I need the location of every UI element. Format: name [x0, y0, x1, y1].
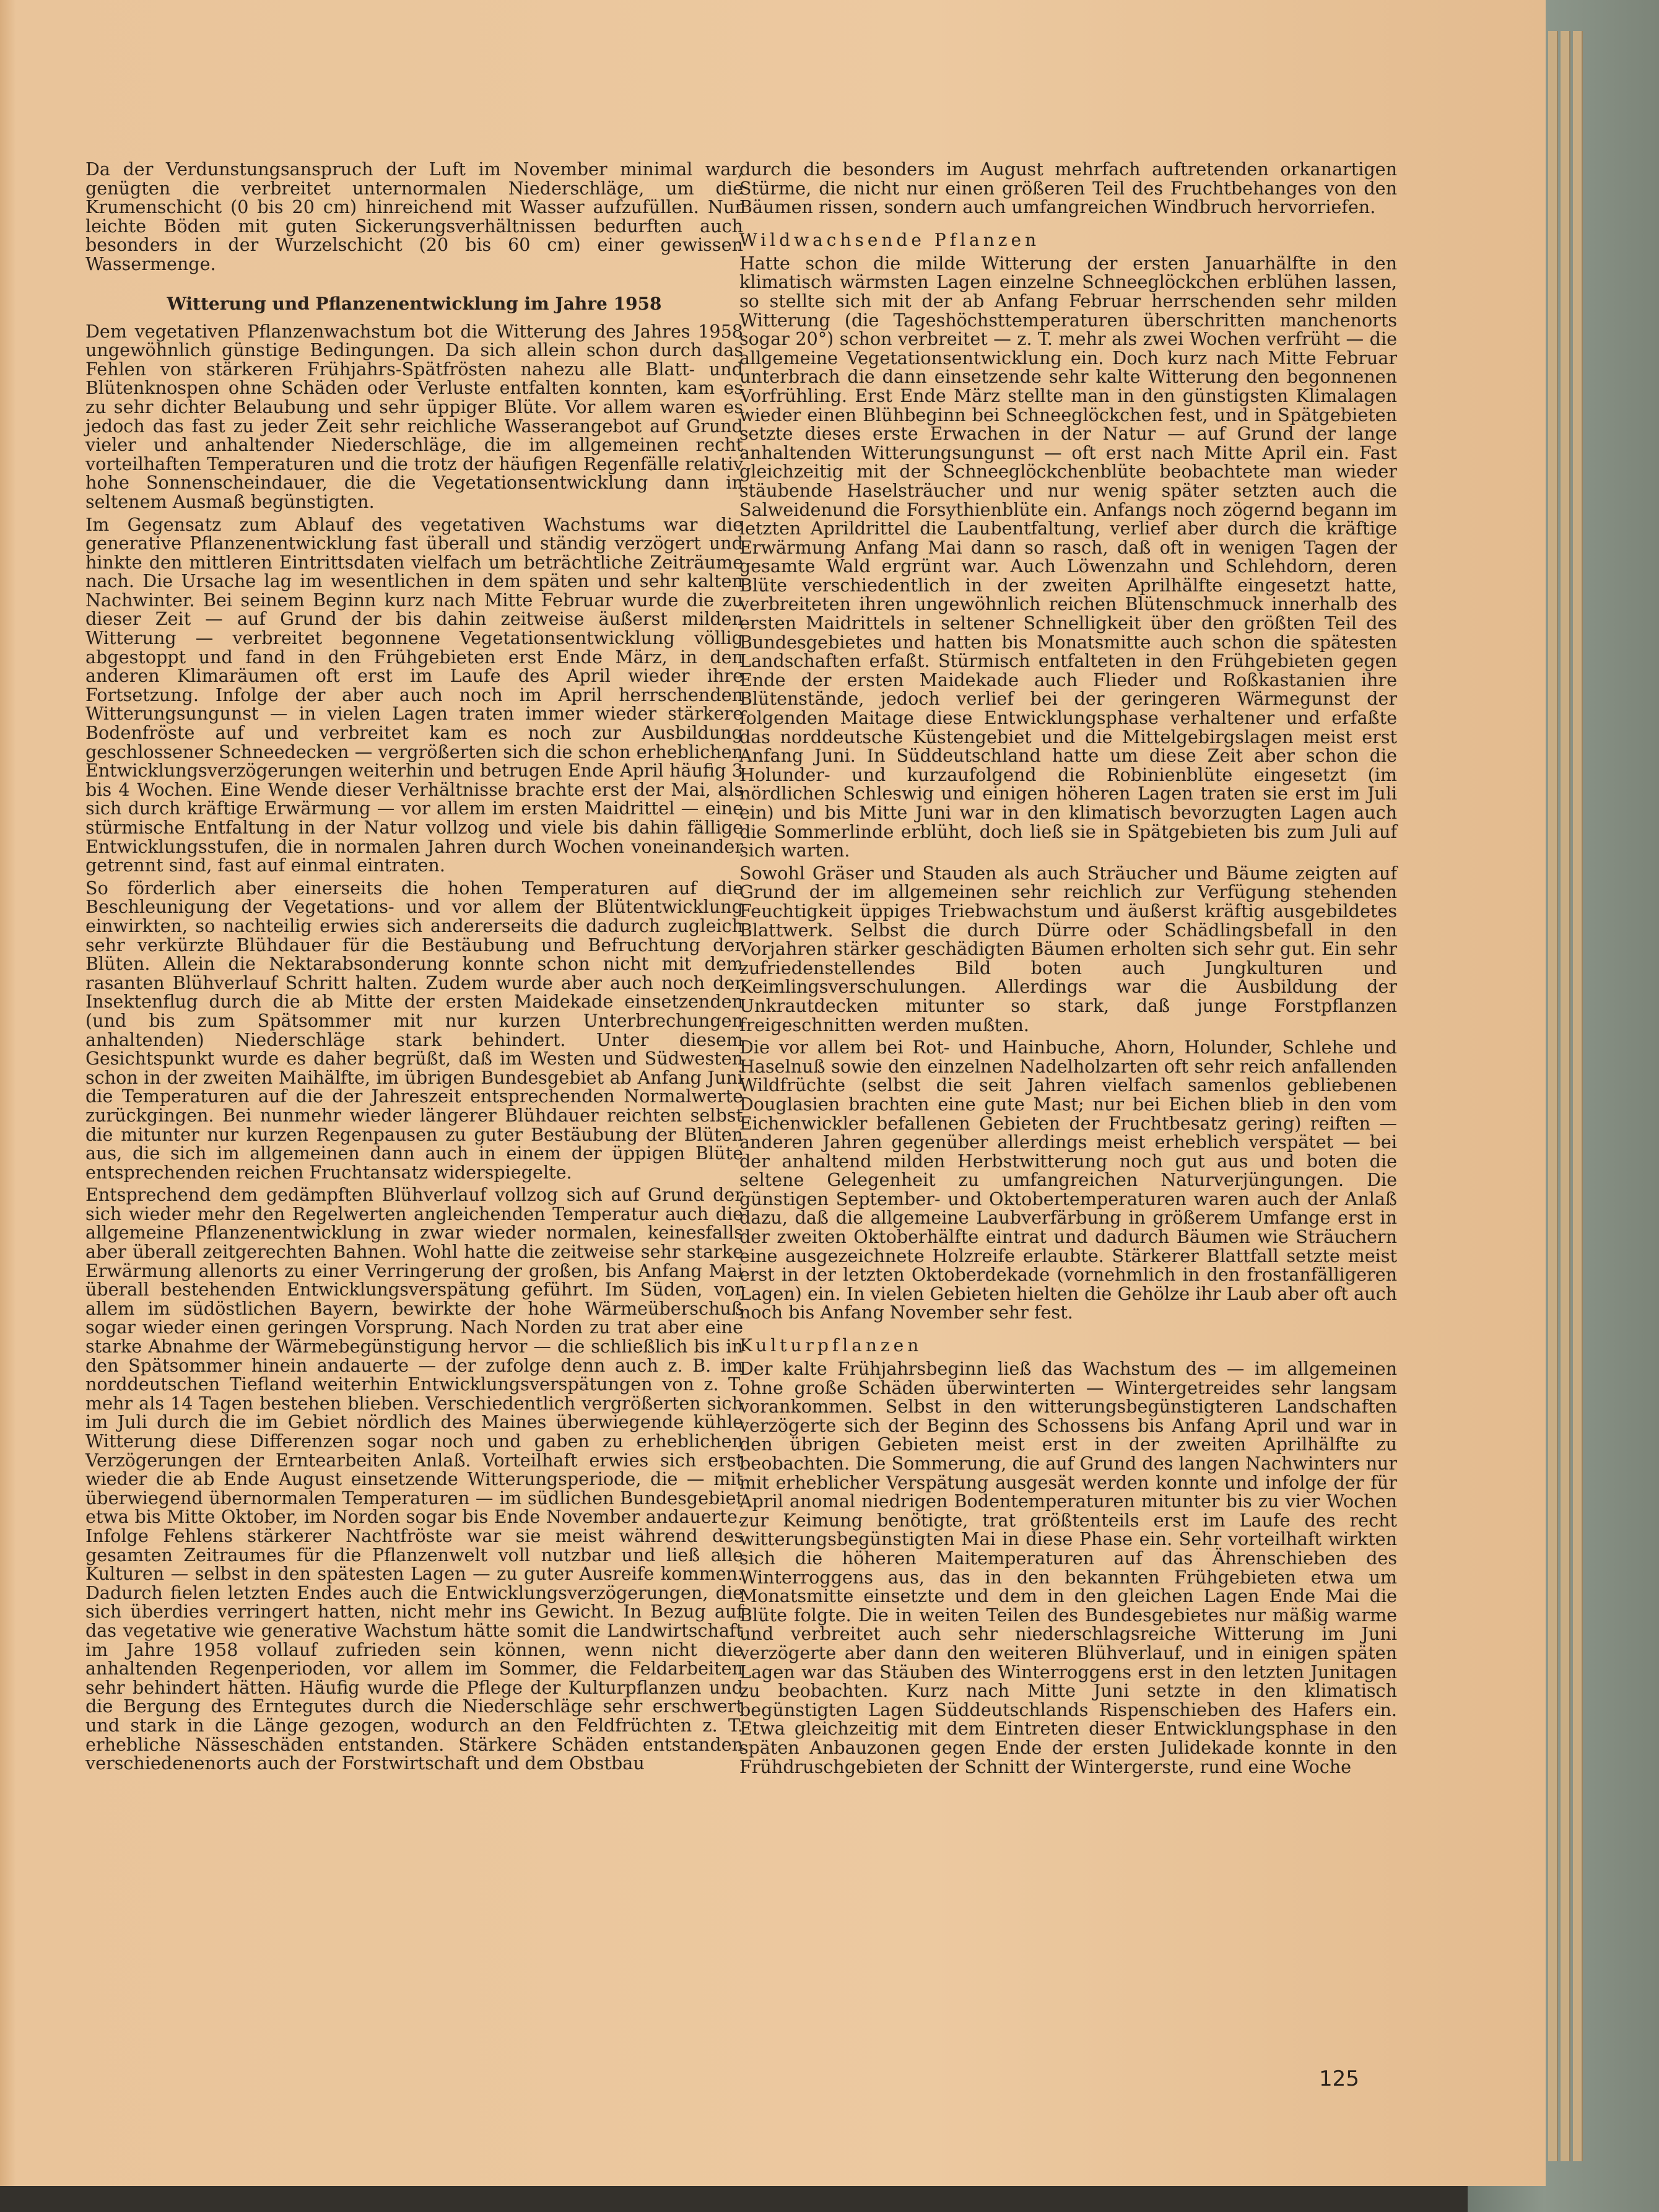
page-edge	[1561, 31, 1570, 2161]
page-number: 125	[1319, 2066, 1359, 2091]
section-heading: Witterung und Pflanzenentwicklung im Jahre 1958	[167, 293, 662, 314]
body-paragraph: Hatte schon die milde Witterung der ersten Januarhälfte in den klimatisch wärmsten Lagen einzelne Schneeglöckchen erblühen lassen, so stellte sich mit der ab Anfang Februar herrschenden sehr milden Witterung (die Tageshöchsttemperaturen überschritten manchenorts sogar 20°) schon verbreitet — z. T. mehr als zwei Wochen verfrüht — die allgemeine Vegetationsentwicklung ein. Doch kurz nach Mitte Februar unterbrach die dann einsetzende sehr kalte Witterung den begonnenen Vorfrühling. Erst Ende März stellte man in den günstigsten Klimalagen wieder einen Blühbeginn bei Schneeglöckchen fest, und in Spätgebieten setzte dieses erste Erwachen in der Natur — auf Grund der lange anhaltenden Witterungsungunst — oft erst nach Mitte April ein. Fast gleichzeitig mit der Schneeglöckchenblüte beobachtete man wieder stäubende Haselsträucher und nur wenig später setzten auch die Salweidenund die Forsythienblüte ein. Anfangs noch zögernd begann im letzten Aprildrittel die Laubentfaltung, verlief aber durch die kräftige Erwärmung Anfang Mai dann so rasch, daß oft in wenigen Tagen der gesamte Wald ergrünt war. Auch Löwenzahn und Schlehdorn, deren Blüte verschiedentlich in der zweiten Aprilhälfte eingesetzt hatte, verbreiteten ihren ungewöhnlich reichen Blütenschmuck innerhalb des ersten Maidrittels in seltener Schnelligkeit über den größten Teil des Bundesgebietes und hatten bis Monatsmitte auch schon die spätesten Landschaften erfaßt. Stürmisch entfalteten in den Frühgebieten gegen Ende der ersten Maidekade auch Flieder und Roßkastanien ihre Blütenstände, jedoch verlief bei der geringeren Wärmegunst der folgenden Maitage diese Entwicklungsphase verhaltener und erfaßte das norddeutsche Küstengebiet und die Mittelgebirgslagen meist erst Anfang Juni. In Süddeutschland hatte um diese Zeit aber schon die Holunder- und kurzaufolgend die Robinienblüte eingesetzt (im nördlichen Schleswig und einigen höheren Lagen traten sie erst im Juli ein) und bis Mitte Juni war in den klimatisch bevorzugten Lagen auch die Sommerlinde erblüht, doch ließ sie in Spätgebieten bis zum Juli auf sich warten.	[739, 252, 1397, 861]
subsection-heading-crops: Kulturpflanzen	[739, 1335, 923, 1356]
body-paragraph: Sowohl Gräser und Stauden als auch Sträucher und Bäume zeigten auf Grund der im allgemeinen sehr reichlich zur Verfügung stehenden Feuchtigkeit üppiges Triebwachstum und äußerst kräftig ausgebildetes Blattwerk. Selbst die durch Dürre oder Schädlingsbefall in den Vorjahren stärker geschädigten Bäumen erholten sich sehr gut. Ein sehr zufriedenstellendes Bild boten auch Jungkulturen und Keimlingsverschulungen. Allerdings war die Ausbildung der Unkrautdecken mitunter so stark, daß junge Forstpflanzen freigeschnitten werden mußten.	[739, 862, 1397, 1035]
body-paragraph: So förderlich aber einerseits die hohen Temperaturen auf die Beschleunigung der Vegetations- und vor allem der Blütentwicklung einwirkten, so nachteilig erwies sich andererseits die dadurch zugleich sehr verkürzte Blühdauer für die Bestäubung und Befruchtung der Blüten. Allein die Nektarabsonderung konnte schon nicht mit dem rasanten Blühverlauf Schritt halten. Zudem wurde aber auch noch der Insektenflug durch die ab Mitte der ersten Maidekade einsetzenden (und bis zum Spätsommer mit nur kurzen Unterbrechungen anhaltenden) Niederschläge stark behindert. Unter diesem Gesichtspunkt wurde es daher begrüßt, daß im Westen und Südwesten schon in der zweiten Maihälfte, im übrigen Bundesgebiet ab Anfang Juni die Temperaturen auf die der Jahreszeit entsprechenden Normalwerte zurückgingen. Bei nunmehr wieder längerer Blühdauer reichten selbst die mitunter nur kurzen Regenpausen zu guter Bestäubung der Blüten aus, die sich im allgemeinen dann auch in einem der üppigen Blüte entsprechenden reichen Fruchtansatz widerspiegelte.	[85, 877, 743, 1183]
subsection-heading-wild-plants: Wildwachsende Pflanzen	[739, 229, 1040, 250]
body-paragraph: Im Gegensatz zum Ablauf des vegetativen Wachstums war die generative Pflanzenentwicklung fast überall und ständig verzögert und hinkte den mittleren Eintrittsdaten vielfach um beträchtliche Zeiträume nach. Die Ursache lag im wesentlichen in dem späten und sehr kalten Nachwinter. Bei seinem Beginn kurz nach Mitte Februar wurde die zu dieser Zeit — auf Grund der bis dahin zeitweise äußerst milden Witterung — verbreitet begonnene Vegetationsentwicklung völlig abgestoppt und fand in den Frühgebieten erst Ende März, in den anderen Klimaräumen oft erst im Laufe des April wieder ihre Fortsetzung. Infolge der aber auch noch im April herrschenden Witterungsungunst — in vielen Lagen traten immer wieder stärkere Bodenfröste auf und verbreitet kam es noch zur Ausbildung geschlossener Schneedecken — vergrößerten sich die schon erheblichen Entwicklungsverzögerungen weiterhin und betrugen Ende April häufig 3 bis 4 Wochen. Eine Wende dieser Verhältnisse brachte erst der Mai, als sich durch kräftige Erwärmung — vor allem im ersten Maidrittel — eine stürmische Entfaltung in der Natur vollzog und viele bis dahin fällige Entwicklungsstufen, die in normalen Jahren durch Wochen voneinander getrennt sind, fast auf einmal eintraten.	[85, 513, 743, 876]
body-paragraph: Der kalte Frühjahrsbeginn ließ das Wachstum des — im allgemeinen ohne große Schäden überwinterten — Wintergetreides sehr langsam vorankommen. Selbst in den witterungsbegünstigteren Landschaften verzögerte sich der Beginn des Schossens bis Anfang April und war in den übrigen Gebieten meist erst in der zweiten Aprilhälfte zu beobachten. Die Sommerung, die auf Grund des langen Nachwinters nur mit erheblicher Verspätung ausgesät werden konnte und infolge der für April anomal niedrigen Bodentemperaturen mitunter bis zu vier Wochen zur Keimung benötigte, trat größtenteils erst im Laufe des recht witterungsbegünstigten Mai in diese Phase ein. Sehr vorteilhaft wirkten sich die höheren Maitemperaturen auf das Ährenschieben des Winterroggens aus, das in den bekannten Frühgebieten etwa um Monatsmitte einsetzte und dem in den gleichen Lagen Ende Mai die Blüte folgte. Die in weiten Teilen des Bundesgebietes nur mäßig warme und verbreitet auch sehr niederschlagsreiche Witterung im Juni verzögerte aber dann den weiteren Blühverlauf, und in einigen späten Lagen war das Stäuben des Winterroggens erst in den letzten Junitagen zu beobachten. Kurz nach Mitte Juni setzte in den klimatisch begünstigten Lagen Süddeutschlands Rispenschieben des Hafers ein. Etwa gleichzeitig mit dem Eintreten dieser Entwicklungsphase in den späten Anbauzonen gegen Ende der ersten Julidekade konnte in den Frühdruschgebieten der Schnitt der Wintergerste, rund eine Woche	[739, 1358, 1397, 1777]
body-paragraph: Entsprechend dem gedämpften Blühverlauf vollzog sich auf Grund der sich wieder mehr den Regelwerten angleichenden Temperatur auch die allgemeine Pflanzenentwicklung in zwar wieder normalen, keinesfalls aber überall zeitgerechten Bahnen. Wohl hatte die zeitweise sehr starke Erwärmung allenorts zu einer Verringerung der großen, bis Anfang Mai überall bestehenden Entwicklungsverspätung geführt. Im Süden, vor allem im südöstlichen Bayern, bewirkte der hohe Wärmeüberschuß sogar wieder einen geringen Vorsprung. Nach Norden zu trat aber eine starke Abnahme der Wärmebegünstigung hervor — die schließlich bis in den Spätsommer hinein andauerte — der zufolge denn auch z. B. im norddeutschen Tiefland weiterhin Entwicklungsverspätungen von z. T. mehr als 14 Tagen bestehen blieben. Verschiedentlich vergrößerten sich im Juli durch die im Gebiet nördlich des Maines überwiegende kühle Witterung diese Differenzen sogar noch und gaben zu erheblichen Verzögerungen der Erntearbeiten Anlaß. Vorteilhaft erwies sich erst wieder die ab Ende August einsetzende Witterungsperiode, die — mit überwiegend übernormalen Temperaturen — im südlichen Bundesgebiet etwa bis Mitte Oktober, im Norden sogar bis Ende November andauerte. Infolge Fehlens stärkerer Nachtfröste war sie meist während des gesamten Zeitraumes für die Pflanzenwelt voll nutzbar und ließ alle Kulturen — selbst in den spätesten Lagen — zu guter Ausreife kommen. Dadurch fielen letzten Endes auch die Entwicklungsverzögerungen, die sich überdies verringert hatten, nicht mehr ins Gewicht. In Bezug auf das vegetative wie generative Wachstum hätte somit die Landwirtschaft im Jahre 1958 vollauf zufrieden sein können, wenn nicht die anhaltenden Regenperioden, vor allem im Sommer, die Feldarbeiten sehr behindert hätten. Häufig wurde die Pflege der Kulturpflanzen und die Bergung des Erntegutes durch die Niederschläge sehr erschwert und stark in die Länge gezogen, wodurch an den Feldfrüchten z. T. erhebliche Nässeschäden entstanden. Stärkere Schäden entstanden verschiedenenorts auch der Forstwirtschaft und dem Obstbau	[85, 1184, 743, 1774]
left-column	[85, 160, 743, 1777]
right-column	[739, 160, 1397, 1780]
page-edge	[1548, 31, 1558, 2161]
page-edge	[1573, 31, 1583, 2161]
intro-paragraph: Da der Verdunstungsanspruch der Luft im November minimal war, genügten die verbreitet unternormalen Niederschläge, um die Krumenschicht (0 bis 20 cm) hinreichend mit Wasser aufzufüllen. Nur leichte Böden mit guten Sickerungsverhältnissen bedurften auch besonders in der Wurzelschicht (20 bis 60 cm) einer gewissen Wassermenge.	[85, 159, 743, 274]
body-paragraph: Die vor allem bei Rot- und Hainbuche, Ahorn, Holunder, Schlehe und Haselnuß sowie den einzelnen Nadelholzarten oft sehr reich anfallenden Wildfrüchte (selbst die seit Jahren vielfach samenlos gebliebenen Douglasien brachten eine gute Mast; nur bei Eichen blieb in den vom Eichenwickler befallenen Gebieten der Fruchtbesatz gering) reiften — anderen Jahren gegenüber allerdings meist erheblich verspätet — bei der anhaltend milden Herbstwitterung noch gut aus und boten die seltene Gelegenheit zu umfangreichen Naturverjüngungen. Die günstigen September- und Oktobertemperaturen waren auch der Anlaß dazu, daß die allgemeine Laubverfärbung in größerem Umfange erst in der zweiten Oktoberhälfte eintrat und dadurch Bäumen wie Sträuchern eine ausgezeichnete Holzreife erlaubte. Stärkerer Blattfall setzte meist erst in der letzten Oktoberdekade (vornehmlich in den frostanfälligeren Lagen) ein. In vielen Gebieten hielten die Gehölze ihr Laub aber oft auch noch bis Anfang November sehr fest.	[739, 1037, 1397, 1323]
intro-paragraph: durch die besonders im August mehrfach auftretenden orkanartigen Stürme, die nicht nur einen größeren Teil des Fruchtbehanges von den Bäumen rissen, sondern auch umfangreichen Windbruch hervorriefen.	[739, 159, 1397, 218]
body-paragraph: Dem vegetativen Pflanzenwachstum bot die Witterung des Jahres 1958 ungewöhnlich günstige Bedingungen. Da sich allein schon durch das Fehlen von stärkeren Frühjahrs-Spätfrösten nahezu alle Blatt- und Blütenknospen ohne Schäden oder Verluste entfalten konnten, kam es zu sehr dichter Belaubung und sehr üppiger Blüte. Vor allem waren es jedoch das fast zu jeder Zeit sehr reichliche Wasserangebot auf Grund vieler und anhaltender Niederschläge, die im allgemeinen recht vorteilhaften Temperaturen und die trotz der häufigen Regenfälle relativ hohe Sonnenscheindauer, die die Vegetationsentwicklung dann in seltenem Ausmaß begünstigten.	[85, 320, 743, 512]
